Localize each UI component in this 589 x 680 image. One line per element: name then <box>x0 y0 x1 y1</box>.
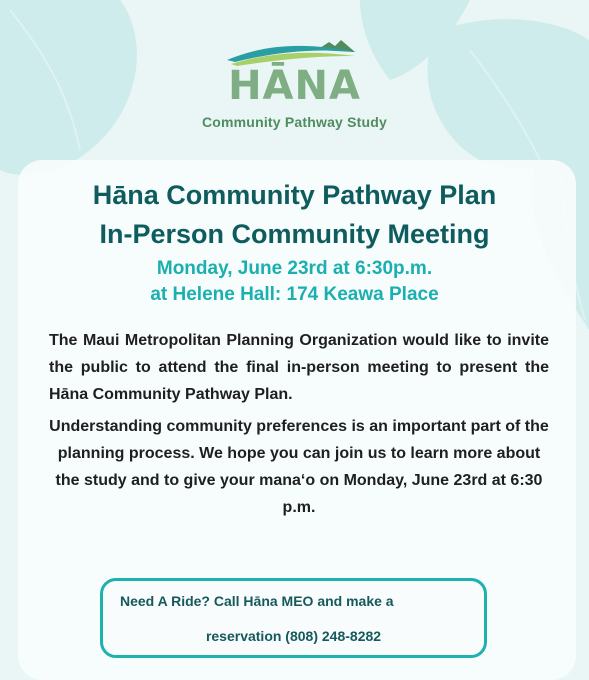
purpose-paragraph: Understanding community preferences is an important part of the planning process. We hope you can join us to learn more about the study and to give your manaʻo on Monday, June 23rd at 6:30 p.m. <box>49 418 549 516</box>
invitation-paragraph: The Maui Metropolitan Planning Organization would like to invite the public to attend the final in-person meeting to present the Hāna Community Pathway Plan. <box>49 332 549 403</box>
event-date-time: Monday, June 23rd at 6:30p.m. <box>156 258 433 279</box>
heading-line-1: Hāna Community Pathway Plan <box>92 180 497 210</box>
logo <box>0 36 589 130</box>
event-location: at Helene Hall: 174 Keawa Place <box>150 284 439 305</box>
logo-subtitle: Community Pathway Study <box>201 114 388 130</box>
ride-info-box <box>100 578 487 658</box>
ride-line-2: reservation (808) 248-8282 <box>205 628 382 644</box>
ride-line-1: Need A Ride? Call Hāna MEO and make a <box>120 593 394 609</box>
mountain-wave-icon <box>225 36 365 66</box>
logo-title: HĀNA <box>228 63 361 109</box>
heading-line-2: In-Person Community Meeting <box>99 219 490 249</box>
